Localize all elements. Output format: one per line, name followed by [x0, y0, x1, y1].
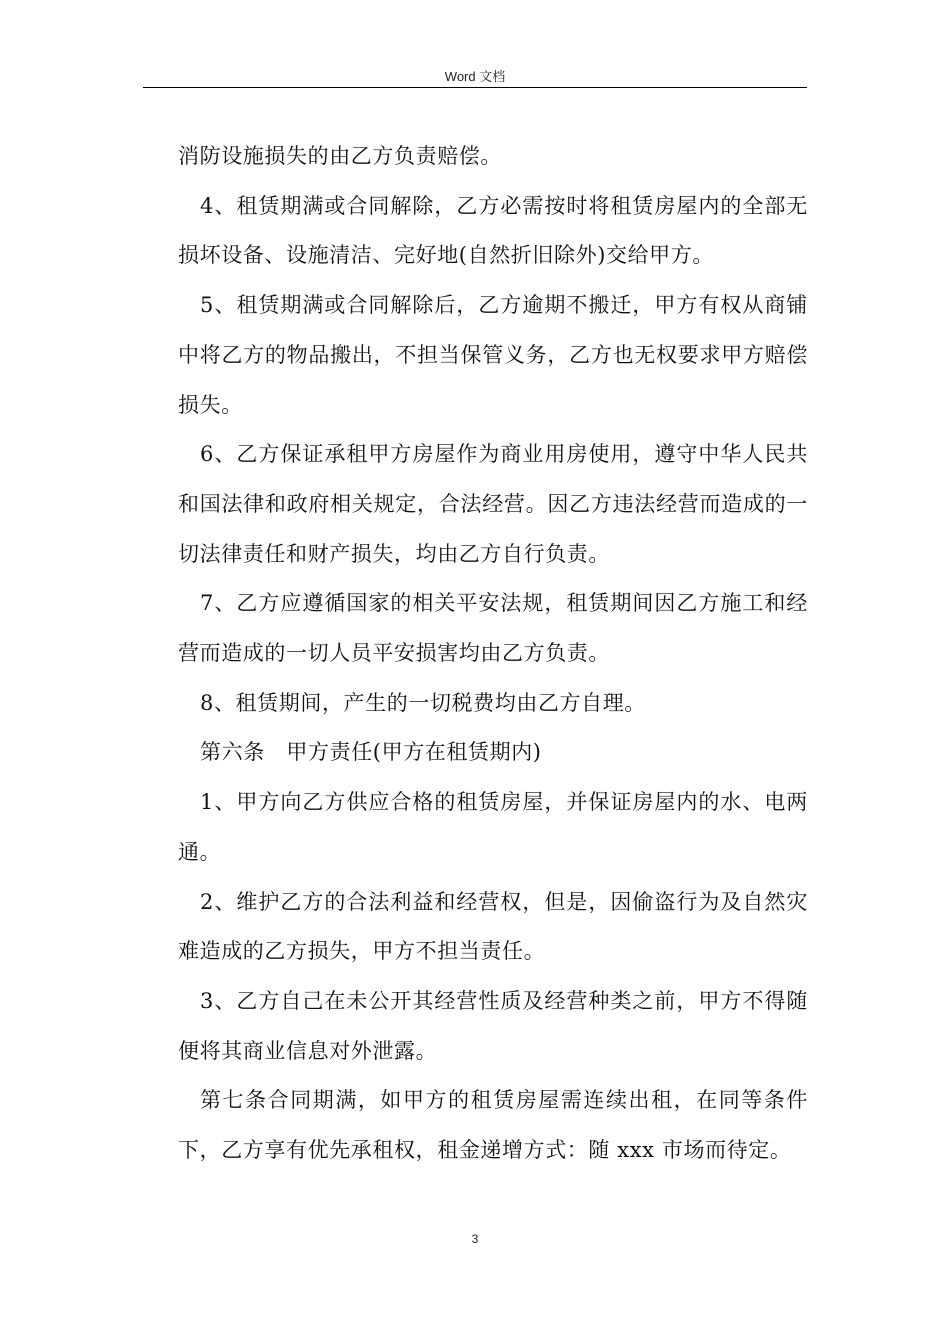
page-number: 3 [471, 1232, 479, 1246]
paragraph: 8、租赁期间，产生的一切税费均由乙方自理。 [200, 690, 646, 715]
header-divider [143, 87, 807, 88]
paragraph: 6、乙方保证承租甲方房屋作为商业用房使用，遵守中华人民共和国法律和政府相关规定，合法经营。因乙方违法经营而造成的一切法律责任和财产损失，均由乙方自行负责。 [178, 442, 808, 566]
paragraph: 7、乙方应遵循国家的相关平安法规，租赁期间因乙方施工和经营而造成的一切人员平安损害均由乙方负责。 [178, 591, 808, 666]
paragraph: 第七条合同期满，如甲方的租赁房屋需连续出租，在同等条件下，乙方享有优先承租权，租金递增方式：随 xxx 市场而待定。 [178, 1088, 808, 1163]
paragraph: 5、租赁期满或合同解除后，乙方逾期不搬迁，甲方有权从商铺中将乙方的物品搬出，不担当保管义务，乙方也无权要求甲方赔偿损失。 [178, 293, 808, 417]
paragraph: 4、租赁期满或合同解除，乙方必需按时将租赁房屋内的全部无损坏设备、设施清洁、完好地(自然折旧除外)交给甲方。 [178, 193, 808, 268]
section-heading: 第六条 甲方责任(甲方在租赁期内) [200, 740, 542, 765]
paragraph: 2、维护乙方的合法利益和经营权，但是，因偷盗行为及自然灾难造成的乙方损失，甲方不担当责任。 [178, 889, 808, 964]
paragraph: 1、甲方向乙方供应合格的租赁房屋，并保证房屋内的水、电两通。 [178, 790, 808, 864]
document-body [178, 132, 808, 1176]
paragraph: 3、乙方自己在未公开其经营性质及经营种类之前，甲方不得随便将其商业信息对外泄露。 [178, 988, 808, 1063]
paragraph: 消防设施损失的由乙方负责赔偿。 [178, 144, 502, 168]
page-header: Word 文档 [444, 69, 506, 84]
